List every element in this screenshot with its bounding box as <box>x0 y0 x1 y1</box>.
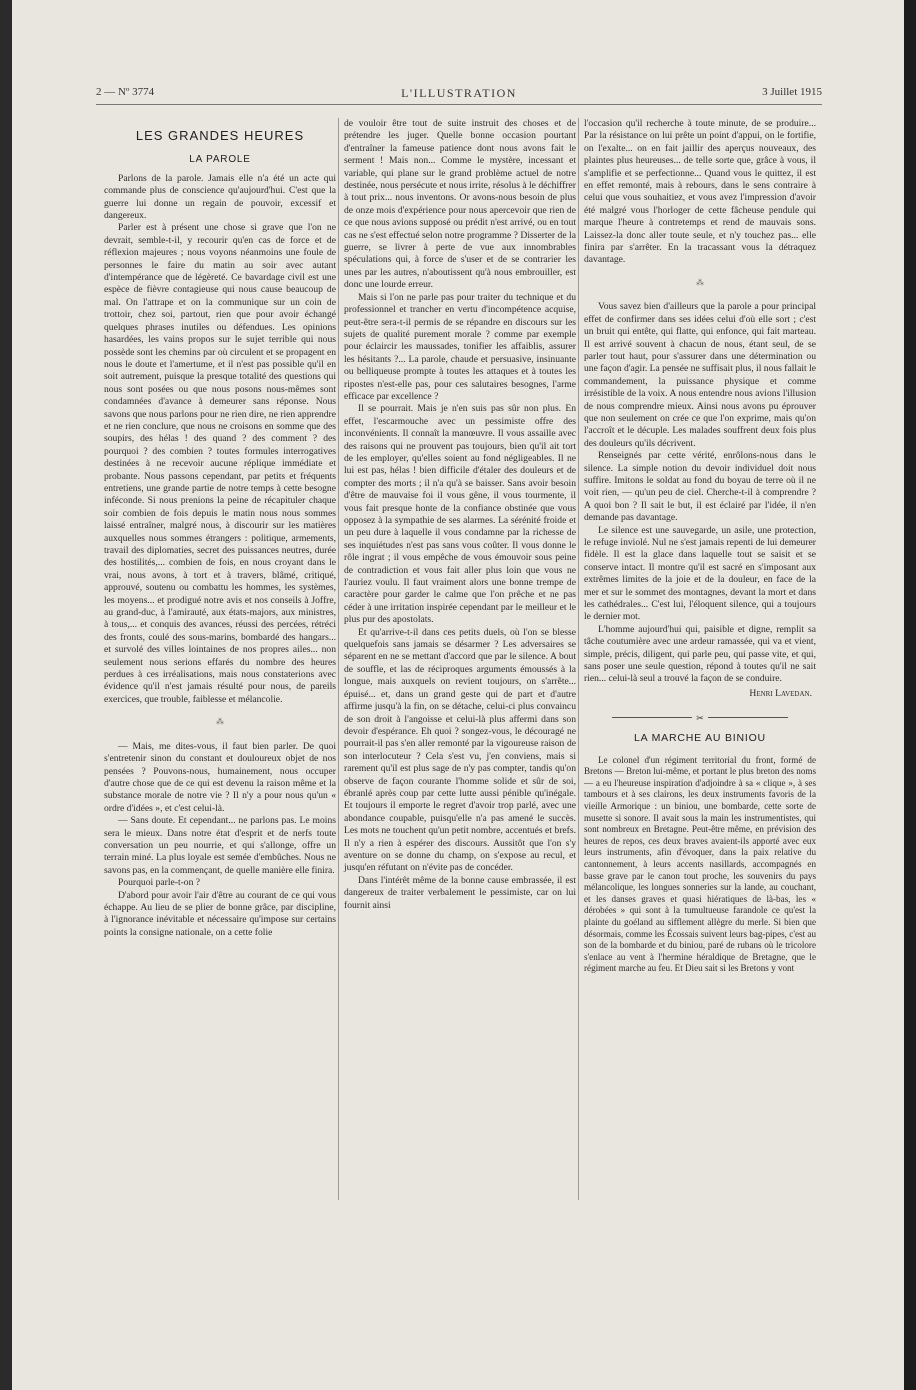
paragraph: Le silence est une sauvegarde, un asile, une protection, le refuge inviolé. Nul ne s'est jamais repenti de lui demeurer fidèle. Il est la glace dans laquelle tout se saisit et se conserve intact. Il montre qu'il est sacré en s'imposant aux extrêmes limites de la joie et de la douleur, en face de la mer et sur le sommet des montagnes, devant la mort et dans les cathédrales... C'est lui, l'éloquent silence, qui a toujours le dernier mot. <box>584 524 816 623</box>
ornament-divider: ✂ <box>584 712 816 722</box>
issue-date: 3 Juillet 1915 <box>762 86 822 98</box>
paragraph: Il se pourrait. Mais je n'en suis pas sûr non plus. En effet, l'escarmouche avec un pessimiste offre des inconvénients. Il connaît la manœuvre. Il vous assaille avec des raisons qui ne prouvent pas toujours, bien qu'il ait tort de les employer, qu'elles soient au fond négligeables. Il ne lui est pas, hélas ! bien difficile d'étaler des douleurs et de compter des morts ; il n'a qu'à se baisser. Sans avoir besoin d'être de mauvaise foi il vous gêne, il vous tourmente, il vous fait presque honte de la confiance obstinée que vous opposez à la sympathie de ses alarmes. La sérénité froide et un peu dure à laquelle il vous condamne par la richesse de ses inquiétudes n'est pas sans vous coûter. Il vous donne le rôle ingrat ; il vous empêche de vous émouvoir sous peine de contradiction et vous fait aller plus loin que vous ne l'auriez voulu. Il faut vraiment alors une bonne trempe de caractère pour garder le calme que l'on prêche et ne pas céder à une irritation inspirée cependant par le meilleur et le plus pur des apostolats. <box>344 403 576 626</box>
paragraph: Dans l'intérêt même de la bonne cause embrassée, il est dangereux de traiter verbalement le pessimiste, car on lui fournit ainsi <box>344 874 576 911</box>
paragraph: Et qu'arrive-t-il dans ces petits duels, où l'on se blesse quelquefois sans jamais se désarmer ? Les adversaires se séparent en ne se mettant d'accord que par le silence. A bout de souffle, et las de réciproques arguments émoussés à la longue, mais auxquels on revient toujours, on s'arrête... épuisé... et, dans un grand geste qui de part et d'autre affirme jusqu'à la fin, on se détache, celui-ci plus convaincu de son droit à l'angoisse et celui-là plus affermi dans son devoir d'espérance. Eh quoi ? songez-vous, le découragé ne pourrait-il pas s'en aller remonté par la vigoureuse raison de son interlocuteur ? Cela s'est vu, j'en conviens, mais si rarement qu'il est plus sage de n'y pas compter, tandis qu'on observe de façon courante l'homme solide et sûr de soi, ébranlé après coup par cette lutte aussi pénible qu'inégale. Et toujours il emporte le regret d'avoir trop parlé, avec une abondance coupable, puisqu'elle n'a pas amené le succès. Les mots ne touchent qu'un petit nombre, accentués et brefs. Il n'y a rien à espérer des discours. Aussitôt que l'on s'y aventure on se donne du champ, on s'expose au recul, et jusqu'en réfutant on n'évite pas de concéder. <box>344 626 576 874</box>
paragraph: Parler est à présent une chose si grave que l'on ne devrait, semble-t-il, y recourir qu'en cas de force et de réflexion majeures ; nous voyons néanmoins une foule de personnes le faire du matin au soir avec autant d'intempérance que de légèreté. Ce bavardage civil est une espèce de fièvre contagieuse qui nous cause beaucoup de mal. On l'attrape et on la communique sur un coin de trottoir, chez soi, partout, rien que pour avoir échangé quelques phrases inutiles ou défendues. Les opinions hasardées, les vains propos sur le sujet terrible qui nous possède sont les chemins par où circulent et se propagent en nous le doute et l'amertume, et il n'est pas possible qu'il en soit autrement, puisque la presque totalité des questions qui nous sont posées ou que nous posons nous-mêmes sont condamnées d'avance à demeurer sans réponse. Nous savons que nous parlons pour ne rien dire, ne rien apprendre et ne rien conclure, que nous ne croisons en somme que des soupirs, des hélas ! des quand ? des comment ? des pourquoi ? des combien ? toutes formules interrogatives destinées à ne recevoir aucune réplique immédiate et probante. Nous passons cependant, par petits et fréquents entretiens, une grande partie de notre temps à cette besogne inféconde. Si nous prenions la peine de récapituler chaque soir combien de fois depuis le matin nous nous sommes laissé entraîner, malgré nous, à discourir sur les matières auxquelles nous sommes étrangers : politique, armements, travail des diplomaties, secret des puissances neutres, durée des hostilités,... combien de fois, en nous croyant dans le vrai, nous avons, à tort et à travers, blâmé, critiqué, approuvé, soutenu ou combattu les hommes, les systèmes, les moyens... et prodigué notre avis et nos conseils à Joffre, au grand-duc, à l'amirauté, aux états-majors, aux ministres, à tous,... et conquis des avances, réussi des percées, rétréci des fronts, coulé des sous-marins, bombardé des hangars... et survolé des villes lointaines de nos propres ailes... non seulement nous serions effarés du nombre des heures perdues à ces irréalisations, mais nous constaterions avec évidence qu'il n'est jamais résulté pour nous, de pareils exercices, que trouble, faiblesse et mélancolie. <box>104 222 336 705</box>
column-3 <box>584 118 816 975</box>
page-number: 2 — Nº 3774 <box>96 86 155 98</box>
column-2 <box>344 118 576 912</box>
page-gutter <box>904 0 916 1390</box>
paragraph: de vouloir être tout de suite instruit des choses et de prétendre les juger. Quelle bonne occasion pourtant d'entraîner la fameuse patience dont nous avons fait le serment ! Mais non... Comme le mystère, incessant et variable, qui plane sur le grand problème actuel de notre destinée, nous persécute et nous irrite, résolus à le déchiffrer à tout prix... nous inventons. Or avons-nous besoin de plus de onze mois d'expérience pour nous apercevoir que rien de ce que nous avions supposé ou prédit n'est arrivé, ou en tout cas ne s'est effectué selon notre programme ? Disserter de la guerre, se livrer à perte de vue aux innombrables spéculations qui, à force de s'user et de se contrarier les unes par les autres, n'aboutissent qu'à nous embrouiller, est donc une lourde erreur. <box>344 118 576 291</box>
paragraph: D'abord pour avoir l'air d'être au courant de ce qui vous échappe. Au lieu de se plier de bonne grâce, par discipline, à l'ignorance inévitable et nécessaire qu'impose sur certains points la consigne nationale, on a cette folie <box>104 889 336 938</box>
paragraph: — Sans doute. Et cependant... ne parlons pas. Le moins sera le mieux. Dans notre état d'esprit et de nerfs toute conversation un peu nourrie, et qui s'allonge, offre un terrain miné. La plus loyale est semée d'embûches. Nous ne savons pas, en la commençant, de quelle manière elle finira. <box>104 815 336 876</box>
paragraph: l'occasion qu'il recherche à toute minute, de se produire... Par la résistance on lui prête un point d'appui, on le fortifie, on l'exalte... on en fait jaillir des aperçus nouveaux, des plaintes plus heureuses... de telle sorte que, grâce à vous, il s'amplifie et se perfectionne... Quand vous le quittez, il est en effet remonté, mais à rebours, dans le sens contraire à celui que vous souhaitiez, et vous avez l'impression d'avoir été malgré vous l'horloger de cette fâcheuse pendule qui marque l'heure à contretemps et rend de mauvais sons. Laissez-la donc aller toute seule, et n'y touchez pas... elle finira par s'arrêter. En la tracassant vous la détraquez davantage. <box>584 118 816 266</box>
paragraph: Pourquoi parle-t-on ? <box>118 877 201 889</box>
paragraph: Le colonel d'un régiment territorial du front, formé de Bretons — Breton lui-même, et portant le plus breton des noms — a eu l'heureuse inspiration d'adjoindre à sa « clique », à ses tambours et à ses clairons, les deux instruments favoris de la vieille Armorique : un biniou, une bombarde, cette sorte de musette si sonore. Il avait sous la main les instrumentistes, qui sont nombreux en Bretagne. Peut-être même, en prévision des heures de repos, ces deux braves avaient-ils apporté avec eux leurs instruments, afin d'évoquer, dans la paix relative du cantonnement, à leurs accents nasillards, accompagnés en basse grave par le canon tout proche, les souvenirs du pays mélancolique, les longues sonneries sur la lande, au couchant, et les danses graves et quasi hiératiques de là-bas, les « dérobées » qui sont à la tumultueuse farandole ce qu'est la plainte du goéland au sifflement allègre du merle. Si bien que désormais, comme les Écossais suivent leurs bag-pipes, c'est au son de la bombarde et du biniou, paré de rubans où le tricolore s'enlace au vent à l'hermine héraldique de Bretagne, que le régiment marche au feu. Et Dieu sait si les Bretons y vont <box>584 754 816 974</box>
article-title: LES GRANDES HEURES <box>135 128 305 143</box>
paragraph: Mais si l'on ne parle pas pour traiter du technique et du professionnel et trancher en vertu d'incompétence acquise, peut-être sera-t-il permis de se répandre en discours sur les sujets de qualité purement morale ? comme par exemple pour éclaircir les maussades, tonifier les affaiblis, assurer les hésitants ?... La parole, chaude et persuasive, insinuante ou belliqueuse prompte à toutes les attaques et à toutes les ripostes n'est-elle pas, pour ces salutaires besognes, l'arme efficace par excellence ? <box>344 291 576 402</box>
column-separator <box>578 118 579 1200</box>
article-subtitle: LA PAROLE <box>189 154 251 166</box>
header-rule <box>96 104 822 105</box>
column-separator <box>338 118 339 1200</box>
article-title-2: LA MARCHE AU BINIOU <box>634 732 766 745</box>
paragraph: Parlons de la parole. Jamais elle n'a été un acte qui commande plus de conscience qu'aujourd'hui. C'est que la guerre lui donne un regain de pouvoir, excessif et dangereux. <box>104 172 336 222</box>
paragraph: — Mais, me dites-vous, il faut bien parler. De quoi s'entretenir sinon du constant et douloureux objet de nos pensées ? Pouvons-nous, humainement, nous occuper d'autre chose que de ce qui est devenu la raison même et la substance morale de notre vie ? Il n'y a pour nous qu'un « ordre d'idées », et c'est celui-là. <box>104 740 336 814</box>
running-header <box>96 86 822 106</box>
publication-title: L'ILLUSTRATION <box>401 86 517 100</box>
paragraph: L'homme aujourd'hui qui, paisible et digne, remplit sa tâche coutumière avec une ardeur ramassée, qui va et vient, simple, précis, diligent, qui parle peu, qui passe vite, et qui, sans poser une seule question, répond à toutes qu'il ne sait rien... celui-là seul a trouvé la façon de se conduire. <box>584 623 816 685</box>
paragraph: Renseignés par cette vérité, enrôlons-nous dans le silence. La simple notion du devoir individuel doit nous suffire. Imitons le soldat au fond du boyau de terre où il ne voit rien, — qu'un peu de ciel. Cherche-t-il à comprendre ? A quoi bon ? Il sait le but, il est éclairé par l'idée, il n'en demande pas davantage. <box>584 450 816 524</box>
column-1 <box>104 118 336 939</box>
paragraph: Vous savez bien d'ailleurs que la parole a pour principal effet de confirmer dans ses idées celui d'où elle sort ; c'est un bruit qui entête, qui flatte, qui enfonce, qui fait marteau. Il est arrivé souvent à chacun de nous, étant seul, de se parler tout haut, pour s'assurer dans une détermination ou une façon d'agir. La pensée ne suffisait plus, il nous fallait le commandement, la puissance physique et comme irrésistible de la voix. A nous entendre nous avions l'illusion de nous comprendre mieux. Ainsi nous avons pu éprouver que non seulement on crée ce que l'on exprime, mais qu'on l'accroît et le décuple. Les malades souffrent deux fois plus des douleurs qu'ils décrivent. <box>584 301 817 449</box>
author-signature: Henri Lavedan. <box>749 687 812 699</box>
section-stars: ⁂ <box>216 717 224 727</box>
section-stars: ⁂ <box>696 277 704 287</box>
